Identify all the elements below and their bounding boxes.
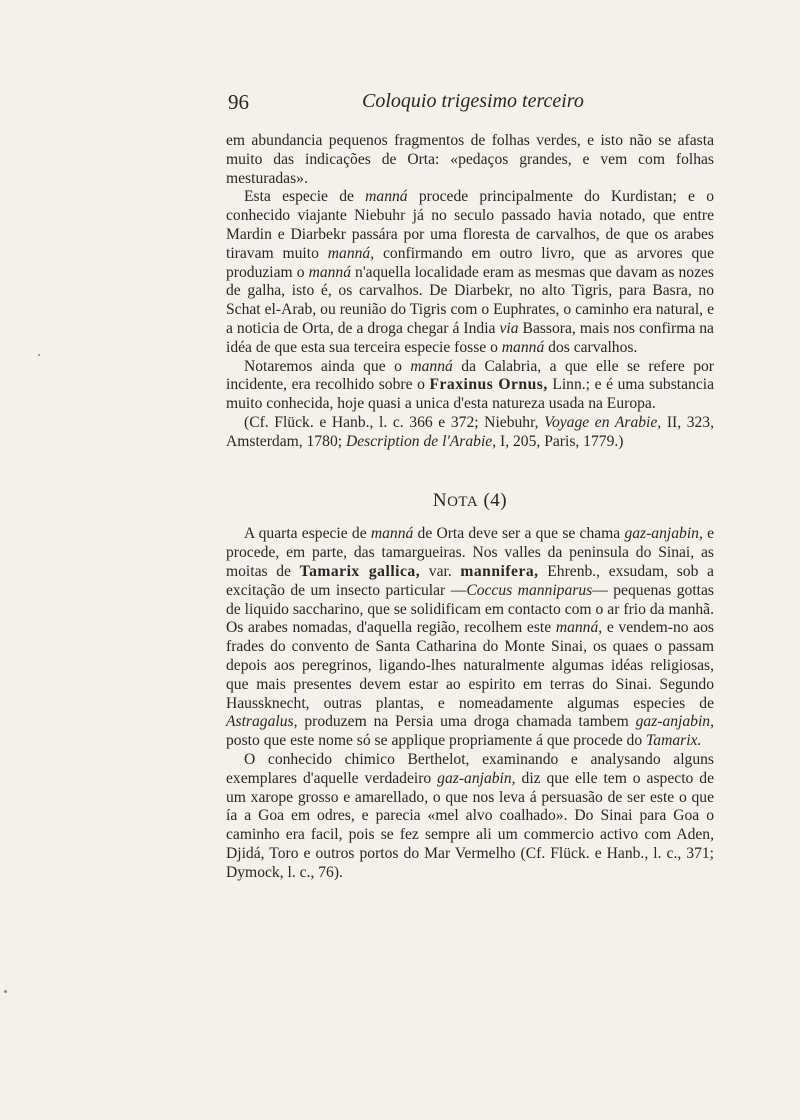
- section-heading: NOTA (4): [432, 489, 508, 511]
- variety-name: mannifera,: [460, 562, 539, 580]
- page-number: 96: [228, 90, 249, 114]
- body-text: [226, 132, 714, 882]
- citation: (Cf. Flück. e Hanb., l. c. 366 e 372; Niebuhr, Voyage en Arabie, II, 323, Amsterdam, 1780; Description de l'Arabie, I, 205, Paris, 1779.): [226, 413, 714, 450]
- paragraph: A quarta especie de manná de Orta deve ser a que se chama gaz-anjabin, e procede, em parte, das tamargueiras. Nos valles da peninsula do Sinai, as moitas de Tamarix gallica, var. mannifera, Ehrenb., exsudam, sob a excitação de um insecto particular —Coccus manniparus— pequenas gottas de liquido saccharino, que se solidificam em contacto com o ar frio da manhã. Os arabes nomadas, d'aquella região, recolhem este manná, e vendem-no aos frades do convento de Santa Catharina do Monte Sinai, os quaes o passam depois aos peregrinos, ligando-lhes naturalmente algumas idéas religiosas, que mais presentes devem estar ao espirito em terras do Sinai. Segundo Haussknecht, outras plantas, e nomeadamente algumas especies de Astragalus, produzem na Persia uma droga chamada tambem gaz-anjabin, posto que este nome só se applique propriamente á que procede do Tamarix.: [226, 525, 714, 750]
- speck-mark: [4, 990, 7, 993]
- running-head: Coloquio trigesimo terceiro: [362, 90, 584, 112]
- species-name: Fraxinus Ornus,: [429, 376, 548, 394]
- paragraph: em abundancia pequenos fragmentos de folhas verdes, e isto não se afasta muito das indicações de Orta: «pedaços grandes, e vem com folhas mesturadas».: [226, 132, 714, 187]
- paragraph: O conhecido chimico Berthelot, examinando e analysando alguns exemplares d'aquelle verdadeiro gaz-anjabin, diz que elle tem o aspecto de um xarope grosso e amarellado, o que nos leva á persuasão de ser este o que ía a Goa em odres, e parecia «mel alvo coalhado». Do Sinai para Goa o caminho era facil, pois se fez sempre ali um commercio activo com Aden, Djidá, Toro e outros portos do Mar Vermelho (Cf. Flück. e Hanb., l. c., 371; Dymock, l. c., 76).: [226, 750, 714, 881]
- page-header: [226, 90, 714, 116]
- species-name: Tamarix gallica,: [299, 562, 421, 580]
- paragraph: Notaremos ainda que o manná da Calabria, a que elle se refere por incidente, era recolhido sobre o Fraxinus Ornus, Linn.; e é uma substancia muito conhecida, hoje quasi a unica d'esta natureza usada na Europa.: [226, 357, 714, 413]
- paragraph: Esta especie de manná procede principalmente do Kurdistan; e o conhecido viajante Niebuhr já no seculo passado havia notado, que entre Mardin e Diarbekr passára por uma floresta de carvalhos, de que os arabes tiravam muito manná, confirmando em outro livro, que as arvores que produziam o manná n'aquella localidade eram as mesmas que davam as nozes de galha, isto é, os carvalhos. De Diarbekr, no alto Tigris, para Basra, no Schat el-Arab, ou reunião do Tigris com o Euphrates, o caminho era natural, e a noticia de Orta, de a droga chegar á India via Bassora, mais nos confirma na idéa de que esta sua terceira especie fosse o manná dos carvalhos.: [226, 188, 715, 356]
- speck-mark: [38, 354, 40, 356]
